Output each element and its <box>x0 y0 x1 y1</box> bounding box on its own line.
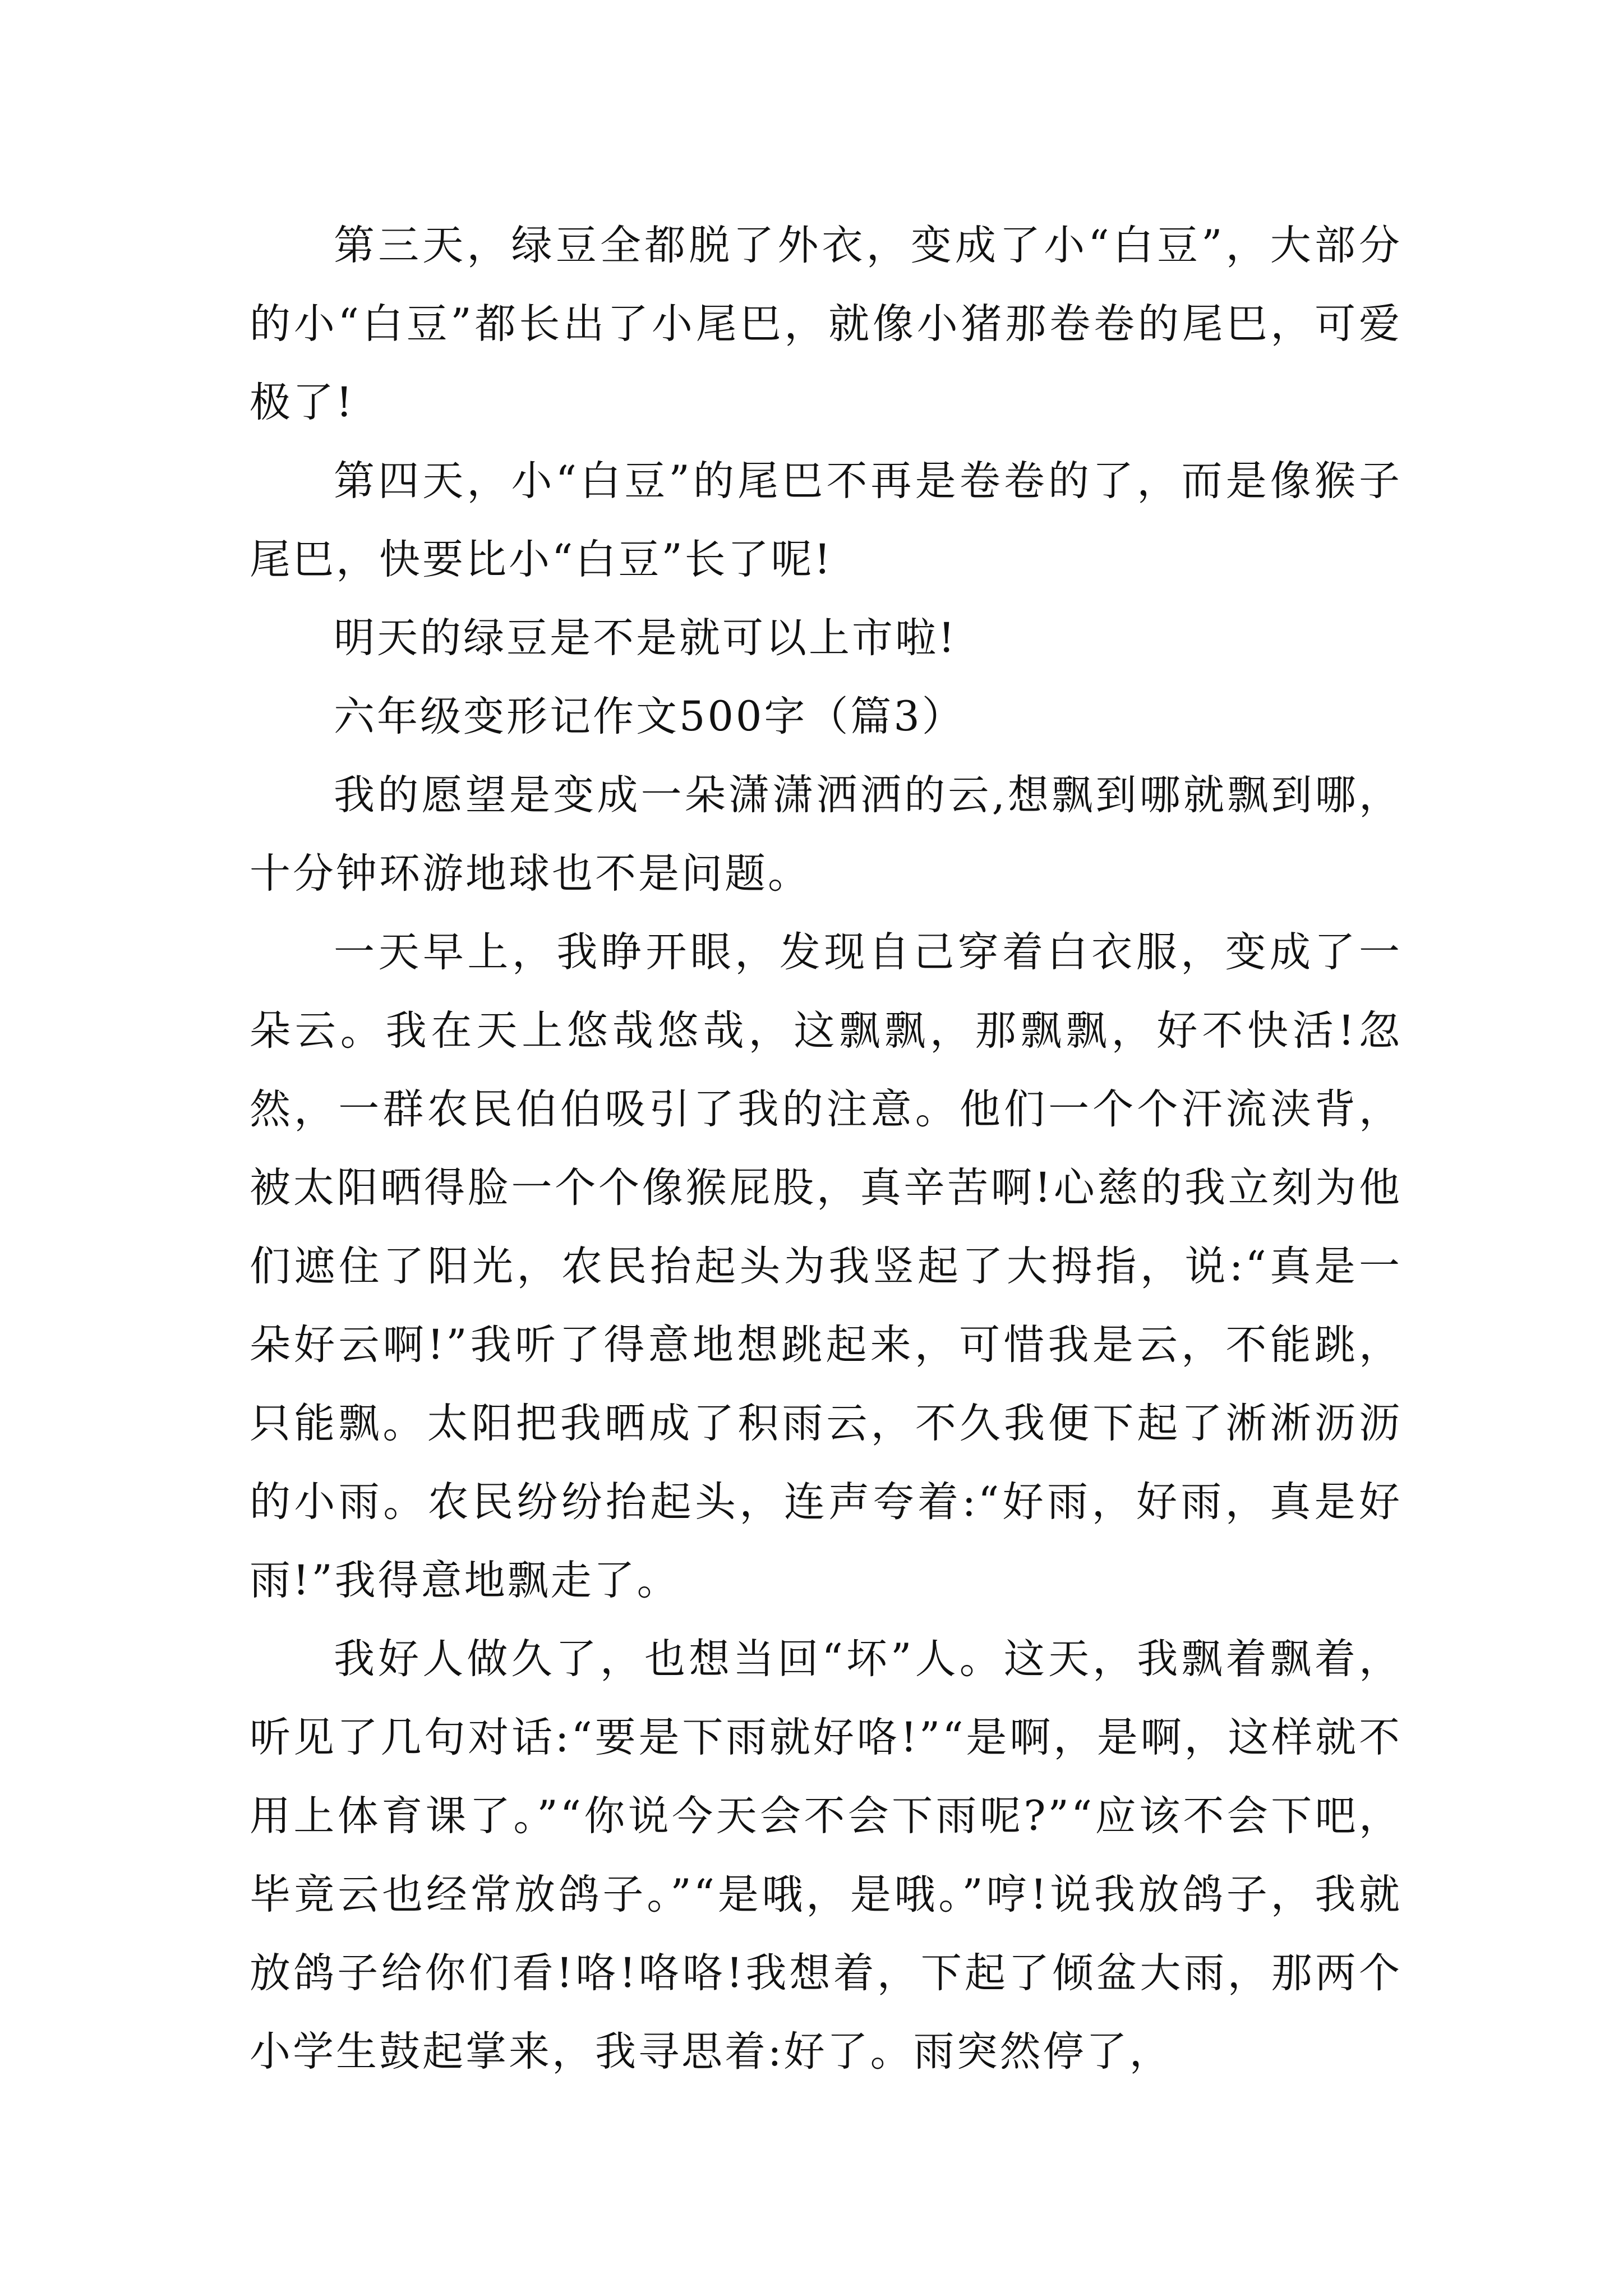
paragraph-wish: 我的愿望是变成一朵潇潇洒洒的云,想飘到哪就飘到哪，十分钟环游地球也不是问题。 <box>250 771 1402 898</box>
paragraph-day-four: 第四天，小“白豆”的尾巴不再是卷卷的了，而是像猴子尾巴，快要比小“白豆”长了呢! <box>250 457 1402 583</box>
paragraph-tomorrow: 明天的绿豆是不是就可以上市啦! <box>334 614 957 662</box>
paragraph-day-three: 第三天，绿豆全都脱了外衣，变成了小“白豆”，大部分的小“白豆”都长出了小尾巴，就像小猪那卷卷的尾巴，可爱极了! <box>250 222 1402 426</box>
document-body <box>250 206 1402 2091</box>
section-heading: 六年级变形记作文500字（篇3） <box>334 693 965 740</box>
paragraph-bad-person: 我好人做久了，也想当回“坏”人。这天，我飘着飘着，听见了几句对话:“要是下雨就好咯!”“是啊，是啊，这样就不用上体育课了。”“你说今天会不会下雨呢?”“应该不会下吧，毕竟云也经常放鸽子。”“是哦，是哦。”哼!说我放鸽子，我就放鸽子给你们看!咯!咯咯!我想着，下起了倾盆大雨，那两个小学生鼓起掌来，我寻思着:好了。雨突然停了， <box>250 1635 1402 2076</box>
paragraph-one-morning: 一天早上，我睁开眼，发现自己穿着白衣服，变成了一朵云。我在天上悠哉悠哉，这飘飘，那飘飘，好不快活!忽然，一群农民伯伯吸引了我的注意。他们一个个汗流浃背，被太阳晒得脸一个个像猴屁股，真辛苦啊!心慈的我立刻为他们遮住了阳光，农民抬起头为我竖起了大拇指，说:“真是一朵好云啊!”我听了得意地想跳起来，可惜我是云，不能跳，只能飘。太阳把我晒成了积雨云，不久我便下起了淅淅沥沥的小雨。农民纷纷抬起头，连声夸着:“好雨，好雨，真是好雨!”我得意地飘走了。 <box>250 928 1402 1604</box>
